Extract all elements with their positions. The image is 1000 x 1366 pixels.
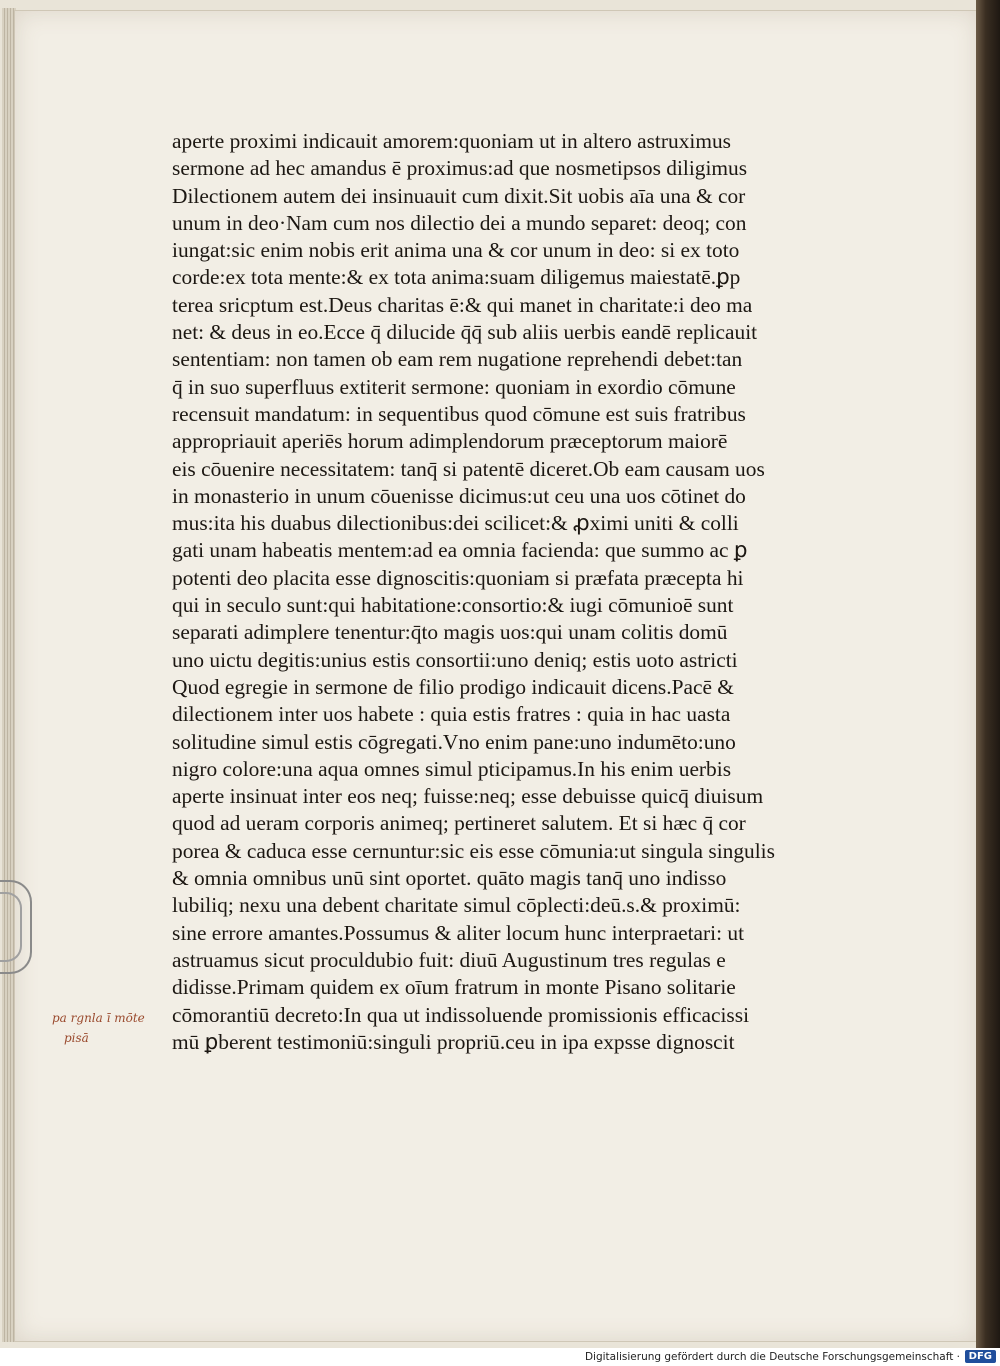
dfg-logo-icon: DFG bbox=[965, 1350, 996, 1363]
text-line: quod ad ueram corporis animeq; pertineret salutem. Et si hæc q̄ cor bbox=[172, 811, 746, 836]
text-line: unum in deo·Nam cum nos dilectio dei a mundo separet: deoq; con bbox=[172, 210, 747, 235]
text-line: dilectionem inter uos habete : quia estis fratres : quia in hac uasta bbox=[172, 702, 731, 727]
text-line: in monasterio in unum cōuenisse dicimus:ut ceu una uos cōtinet do bbox=[172, 483, 746, 508]
text-line: terea sricptum est.Deus charitas ē:& qui manet in charitate:i deo ma bbox=[172, 292, 753, 317]
marginal-note-line: pisā bbox=[64, 1031, 89, 1045]
text-line: potenti deo placita esse dignoscitis:quoniam si præfata præcepta hi bbox=[172, 565, 744, 590]
main-text-block bbox=[172, 128, 852, 1056]
text-line: sermone ad hec amandus ē proximus:ad que nosmetipsos diligimus bbox=[172, 156, 748, 181]
text-line: sine errore amantes.Possumus & aliter locum hunc interpraetari: ut bbox=[172, 920, 745, 945]
text-line: mū ꝑberent testimoniū:singuli propriū.ceu in ipa expsse dignoscit bbox=[172, 1029, 735, 1054]
paper-clip-inner bbox=[0, 892, 22, 962]
text-line: corde:ex tota mente:& ex tota anima:suam diligemus maiestatē.ꝑp bbox=[172, 265, 741, 290]
text-line: Dilectionem autem dei insinuauit cum dixit.Sit uobis aīa una & cor bbox=[172, 183, 746, 208]
text-line: uno uictu degitis:unius estis consortii:uno deniq; estis uoto astricti bbox=[172, 647, 738, 672]
text-line: mus:ita his duabus dilectionibus:dei scilicet:& ꝓximi uniti & colli bbox=[172, 511, 739, 536]
text-line: qui in seculo sunt:qui habitatione:consortio:& iugi cōmunioē sunt bbox=[172, 593, 734, 618]
marginal-note-line: pa rgnla ī mōte bbox=[52, 1011, 145, 1025]
text-line: didisse.Primam quidem ex oīum fratrum in monte Pisano solitarie bbox=[172, 975, 736, 1000]
text-line: cōmorantiū decreto:In qua ut indissoluende promissionis efficacissi bbox=[172, 1002, 750, 1027]
text-line: nigro colore:una aqua omnes simul pticipamus.In his enim uerbis bbox=[172, 756, 732, 781]
text-line: eis cōuenire necessitatem: tanq̄ si patentē diceret.Ob eam causam uos bbox=[172, 456, 765, 481]
marginal-note bbox=[52, 1008, 182, 1048]
text-line: astruamus sicut proculdubio fuit: diuū Augustinum tres regulas e bbox=[172, 947, 726, 972]
text-line: aperte insinuat inter eos neq; fuisse:neq; esse debuisse quicq̄ diuisum bbox=[172, 784, 764, 809]
text-line: lubiliq; nexu una debent charitate simul cōplecti:deū.s.& proximū: bbox=[172, 893, 741, 918]
text-line: sententiam: non tamen ob eam rem nugatione reprehendi debet:tan bbox=[172, 347, 743, 372]
text-line: net: & deus in eo.Ecce q̄ dilucide q̄q̄ sub aliis uerbis eandē replicauit bbox=[172, 320, 758, 345]
text-line: aperte proximi indicauit amorem:quoniam ut in altero astruximus bbox=[172, 129, 731, 153]
text-line: separati adimplere tenentur:q̄to magis uos:qui unam colitis domū bbox=[172, 620, 728, 645]
binding-edge bbox=[976, 0, 1000, 1348]
text-line: q̄ in suo superfluus extiterit sermone: quoniam in exordio cōmune bbox=[172, 374, 736, 399]
footer-credit: Digitalisierung gefördert durch die Deutsche Forschungsgemeinschaft · bbox=[584, 1351, 960, 1363]
text-line: iungat:sic enim nobis erit anima una & cor unum in deo: si ex toto bbox=[172, 238, 740, 263]
text-line: solitudine simul estis cōgregati.Vno enim pane:uno indumēto:uno bbox=[172, 729, 736, 754]
text-line: & omnia omnibus unū sint oportet. quāto magis tanq̄ uno indisso bbox=[172, 866, 727, 891]
text-line: gati unam habeatis mentem:ad ea omnia facienda: que summo ac ꝑ bbox=[172, 538, 748, 563]
text-line: porea & caduca esse cernuntur:sic eis esse cōmunia:ut singula singulis bbox=[172, 838, 775, 863]
text-line: appropriauit aperiēs horum adimplendorum præceptorum maiorē bbox=[172, 429, 728, 454]
footer-bar bbox=[0, 1348, 1000, 1366]
text-line: recensuit mandatum: in sequentibus quod cōmune est suis fratribus bbox=[172, 401, 746, 426]
text-line: Quod egregie in sermone de filio prodigo indicauit dicens.Pacē & bbox=[172, 674, 734, 699]
